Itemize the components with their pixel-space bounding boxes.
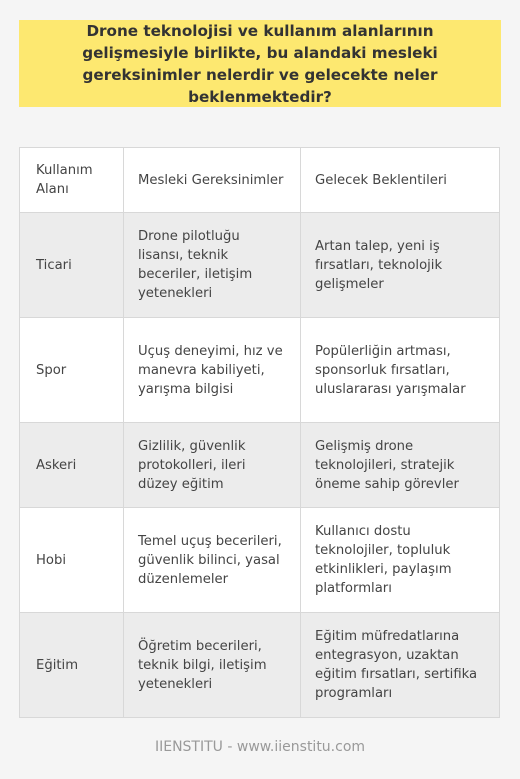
table-cell-requirements: Öğretim becerileri, teknik bilgi, iletişim yetenekleri bbox=[124, 613, 301, 718]
header-cell-requirements: Mesleki Gereksinimler bbox=[124, 148, 301, 213]
footer-source: IIENSTITU - www.iienstitu.com bbox=[154, 739, 366, 755]
table-cell-area: Hobi bbox=[20, 508, 124, 613]
table-cell-requirements: Drone pilotluğu lisansı, teknik beceriler, iletişim yetenekleri bbox=[124, 213, 301, 318]
table-row bbox=[20, 423, 500, 508]
table-cell-expectations: Artan talep, yeni iş fırsatları, teknolojik gelişmeler bbox=[301, 213, 500, 318]
table-cell-area: Ticari bbox=[20, 213, 124, 318]
table-row bbox=[20, 508, 500, 613]
table-row bbox=[20, 318, 500, 423]
table-cell-area: Askeri bbox=[20, 423, 124, 508]
table-cell-requirements: Temel uçuş becerileri, güvenlik bilinci, yasal düzenlemeler bbox=[124, 508, 301, 613]
table-cell-area: Spor bbox=[20, 318, 124, 423]
header-cell-expectations: Gelecek Beklentileri bbox=[301, 148, 500, 213]
page-title: Drone teknolojisi ve kullanım alanlarının gelişmesiyle birlikte, bu alandaki mesleki gereksinimler nelerdir ve gelecekte neler beklenmektedir? bbox=[82, 21, 438, 106]
table-row bbox=[20, 613, 500, 718]
table-cell-area: Eğitim bbox=[20, 613, 124, 718]
table-cell-requirements: Gizlilik, güvenlik protokolleri, ileri düzey eğitim bbox=[124, 423, 301, 508]
title-banner bbox=[19, 20, 501, 107]
table-cell-expectations: Gelişmiş drone teknolojileri, stratejik öneme sahip görevler bbox=[301, 423, 500, 508]
table-header-row bbox=[20, 148, 500, 213]
header-cell-usage-area: Kullanım Alanı bbox=[20, 148, 124, 213]
table-cell-expectations: Popülerliğin artması, sponsorluk fırsatları, uluslararası yarışmalar bbox=[301, 318, 500, 423]
table-row bbox=[20, 213, 500, 318]
table-cell-expectations: Kullanıcı dostu teknolojiler, topluluk etkinlikleri, paylaşım platformları bbox=[301, 508, 500, 613]
table-cell-expectations: Eğitim müfredatlarına entegrasyon, uzaktan eğitim fırsatları, sertifika programları bbox=[301, 613, 500, 718]
table-cell-requirements: Uçuş deneyimi, hız ve manevra kabiliyeti, yarışma bilgisi bbox=[124, 318, 301, 423]
comparison-table bbox=[19, 147, 500, 718]
